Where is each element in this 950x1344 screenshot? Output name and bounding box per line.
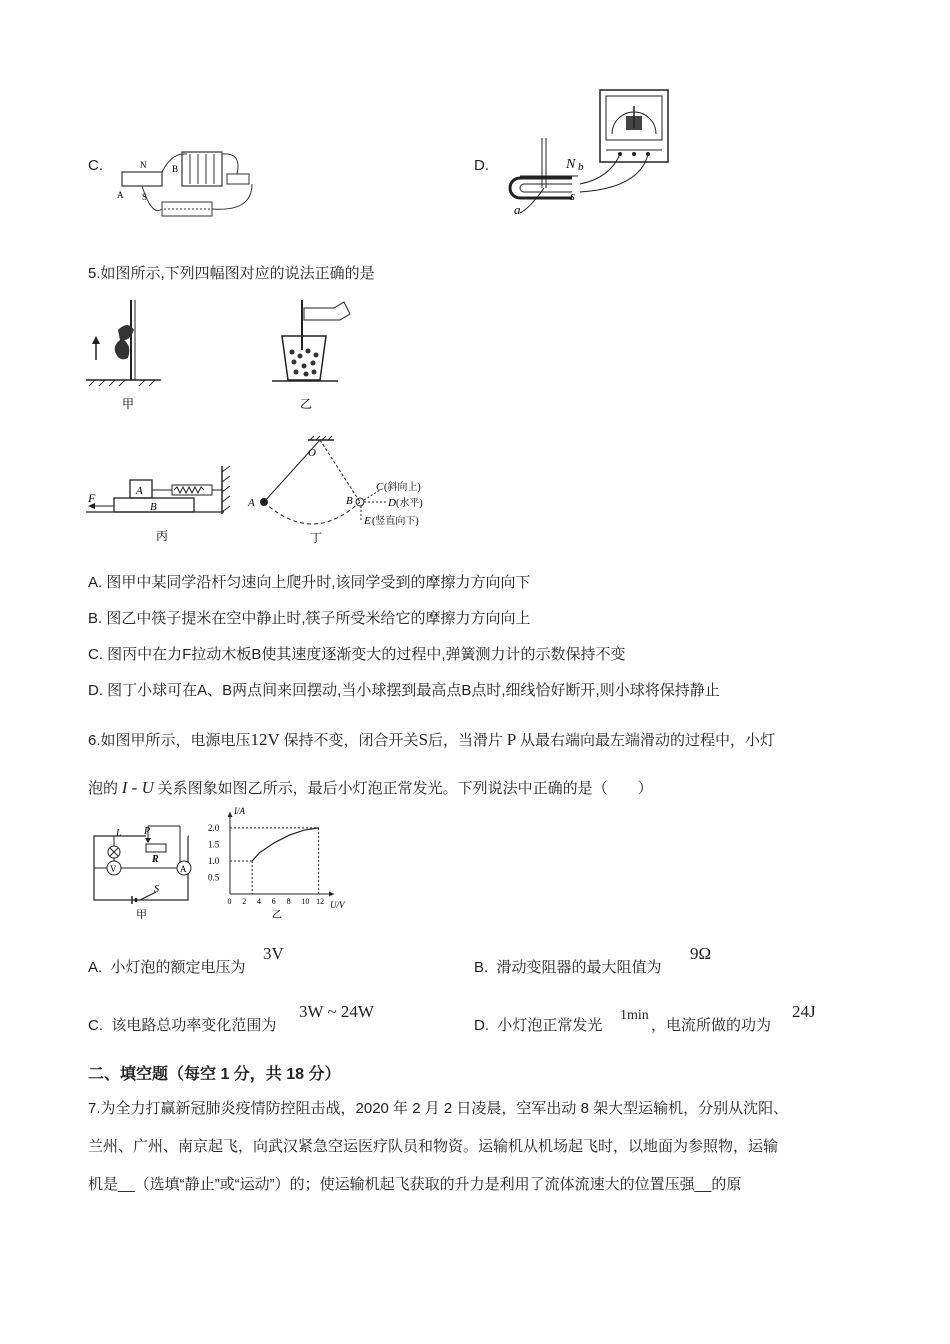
q6-option-b-text: 滑动变阻器的最大阻值为 xyxy=(496,959,662,976)
q6-stem-part-f: 关系图象如图乙所示，最后小灯泡正常发光。下列说法中正确的是（ ） xyxy=(157,780,653,797)
q6-option-b-label: B. xyxy=(474,959,489,976)
q6-option-c-value: 3W ~ 24W xyxy=(299,1002,374,1021)
q6-stem-line2 xyxy=(88,778,653,799)
q5-figure-ding xyxy=(240,436,440,544)
q5-caption-yi: 乙 xyxy=(300,397,313,411)
q7-line-3: 机是__（选填“静止”或“运动”）的；使运输机起飞获取的升力是利用了流体流速大的位置压强__的原 xyxy=(88,1176,742,1193)
q6-option-c-label: C. xyxy=(88,1017,103,1034)
q5-ding-note-c: (斜向上) xyxy=(384,482,421,493)
q6-option-d-label: D. xyxy=(474,1017,489,1034)
q6-circuit-label-s: S xyxy=(154,884,159,895)
q4-d-label-a: a xyxy=(514,202,521,217)
q6-stem-p: P xyxy=(506,730,517,749)
graph-caption: 乙 xyxy=(272,910,282,921)
q6-stem-part-b: 保持不变，闭合开关 xyxy=(283,732,419,749)
q5-figure-yi xyxy=(268,296,358,412)
y-axis-arrow xyxy=(228,812,233,817)
q6-option-a xyxy=(88,958,246,978)
q5-option-b: B. 图乙中筷子提米在空中静止时,筷子所受米给它的摩擦力方向向上 xyxy=(88,610,531,627)
q5-figure-jia xyxy=(86,300,166,412)
q6-option-a-label: A. xyxy=(88,959,103,976)
q5-ding-label-o: O xyxy=(308,447,316,459)
q6-stem-switch: S xyxy=(418,730,429,749)
x-tick-label: 8 xyxy=(286,897,291,906)
q6-iu-graph xyxy=(202,806,345,926)
q7-line-2: 兰州、广州、南京起飞，向武汉紧急空运医疗队员和物资。运输机从机场起飞时，以地面为参照物，运输 xyxy=(88,1138,779,1155)
y-tick-label: 0.5 xyxy=(208,872,220,883)
q6-option-c xyxy=(88,1016,276,1036)
q4-option-c-label: C. xyxy=(88,157,103,174)
q6-stem-voltage: 12V xyxy=(250,730,280,749)
q6-option-b xyxy=(474,958,662,978)
q5-bing-label-f: F xyxy=(88,491,96,505)
x-tick-label: 12 xyxy=(316,897,325,906)
q5-bing-label-b: B xyxy=(150,501,157,513)
q4-c-label-b: B xyxy=(172,164,179,174)
x-tick-label: 2 xyxy=(242,897,247,906)
q6-option-d xyxy=(474,1016,602,1036)
y-axis-label: I/A xyxy=(234,806,245,816)
section-2-heading: 二、填空题（每空 1 分，共 18 分） xyxy=(88,1066,341,1083)
q6-option-d-value2: 24J xyxy=(792,1002,816,1021)
q4-option-d-label: D. xyxy=(474,157,489,174)
q6-stem-line1 xyxy=(88,730,775,751)
x-tick-label: 4 xyxy=(257,897,262,906)
q5-ding-label-b: B xyxy=(346,495,353,507)
q5-stem: 5.如图所示,下列四幅图对应的说法正确的是 xyxy=(88,265,375,282)
q5-ding-label-a: A xyxy=(248,497,255,509)
q6-option-b-value: 9Ω xyxy=(690,944,712,963)
q6-circuit-caption: 甲 xyxy=(136,909,147,921)
q4-c-label-n: N xyxy=(140,160,147,170)
q4-c-label-a: A xyxy=(117,190,124,200)
q5-caption-bing: 丙 xyxy=(156,529,169,543)
q6-circuit-label-l: L xyxy=(116,828,122,839)
q6-option-c-text: 该电路总功率变化范围为 xyxy=(111,1017,277,1034)
x-axis-label: U/V xyxy=(330,900,345,910)
q4-d-label-n: N xyxy=(566,157,576,172)
q4-c-label-s: S xyxy=(142,192,148,202)
q4-d-label-s: s xyxy=(570,188,576,203)
q6-option-d-text2: ，电流所做的功为 xyxy=(651,1017,772,1034)
x-tick-label: 6 xyxy=(271,897,276,906)
q6-stem-part-c: 后，当滑片 xyxy=(428,732,504,749)
q5-figure-bing xyxy=(84,466,234,544)
q5-ding-note-e: (竖直向下) xyxy=(372,516,419,527)
q6-circuit-jia xyxy=(86,822,208,922)
q5-caption-ding: 丁 xyxy=(310,531,323,545)
x-tick-label: 10 xyxy=(301,897,310,906)
q5-ding-note-d: (水平) xyxy=(396,498,423,509)
q5-option-a: A. 图甲中某同学沿杆匀速向上爬升时,该同学受到的摩擦力方向向下 xyxy=(88,574,531,591)
q6-option-d-value: 1min xyxy=(620,1008,649,1023)
q4-figure-c xyxy=(112,142,267,232)
q5-ding-label-e: E xyxy=(364,515,371,527)
q5-ding-label-d: D xyxy=(388,497,396,509)
y-tick-label: 1.5 xyxy=(208,839,220,850)
q6-circuit-label-r: R xyxy=(152,854,159,865)
q5-caption-jia: 甲 xyxy=(122,397,135,411)
q5-option-d: D. 图丁小球可在A、B两点间来回摆动,当小球摆到最高点B点时,细线恰好断开,则小球将保持静止 xyxy=(88,682,720,699)
q6-option-d-text: 小灯泡正常发光 xyxy=(497,1017,603,1034)
series-line xyxy=(252,828,318,861)
q6-stem-part-a: 6.如图甲所示，电源电压 xyxy=(88,732,251,749)
q4-d-label-b: b xyxy=(578,161,584,173)
x-axis-arrow xyxy=(329,892,334,897)
q6-circuit-label-v: V xyxy=(110,864,117,874)
q6-option-a-value: 3V xyxy=(263,944,284,963)
q5-ding-label-c: C xyxy=(376,481,384,493)
q6-stem-part-d: 从最右端向最左端滑动的过程中，小灯 xyxy=(520,732,776,749)
q6-stem-iu: I - U xyxy=(121,778,154,797)
q5-bing-label-a: A xyxy=(136,485,143,497)
y-tick-label: 2.0 xyxy=(208,822,220,833)
y-tick-label: 1.0 xyxy=(208,855,220,866)
q6-stem-part-e: 泡的 xyxy=(88,780,119,797)
q4-figure-d xyxy=(500,88,675,223)
x-tick-label: 0 xyxy=(227,897,232,906)
q7-line-1: 7.为全力打赢新冠肺炎疫情防控阻击战，2020 年 2 月 2 日凌晨，空军出动 8 架大型运输机，分别从沈阳、 xyxy=(88,1100,789,1117)
q5-option-c: C. 图丙中在力F拉动木板B使其速度逐渐变大的过程中,弹簧测力计的示数保持不变 xyxy=(88,646,626,663)
q6-circuit-label-p: P xyxy=(144,826,151,837)
q6-option-a-text: 小灯泡的额定电压为 xyxy=(110,959,246,976)
q6-circuit-label-a: A xyxy=(180,864,187,874)
